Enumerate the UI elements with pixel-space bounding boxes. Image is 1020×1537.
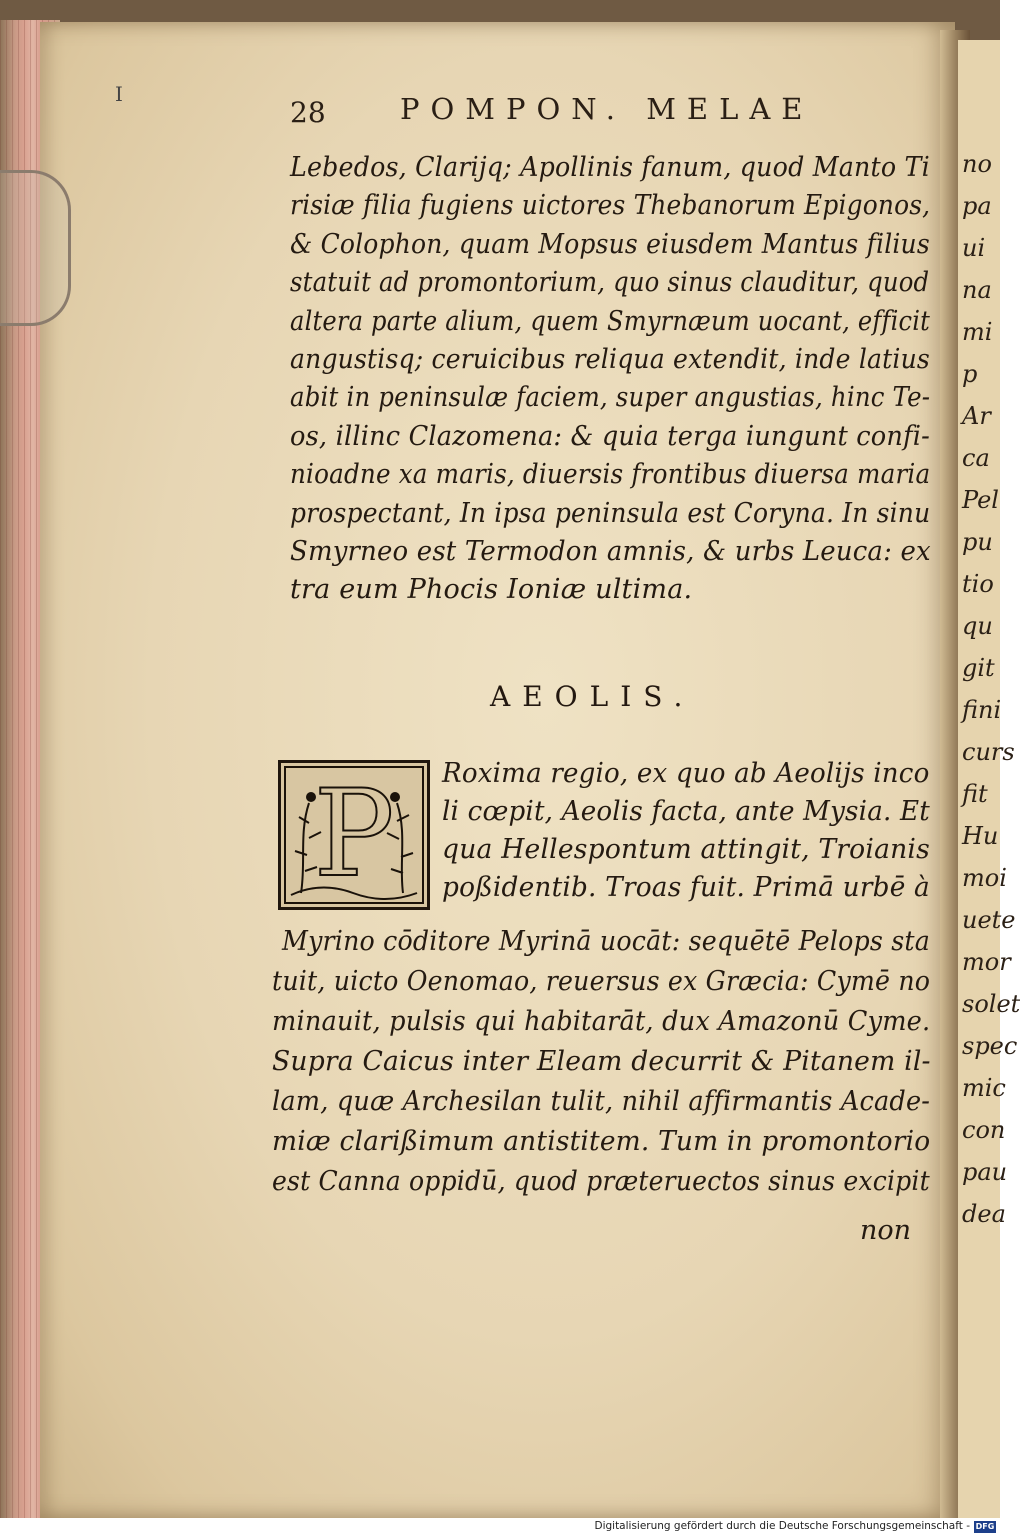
right-page-fragment-line: tio bbox=[962, 570, 994, 598]
text-line: Lebedos, Clarijq; Apollinis fanum, quod Manto Ti bbox=[290, 152, 930, 183]
right-page-fragment-line: qu bbox=[962, 612, 993, 640]
initial-letter: P bbox=[313, 765, 395, 904]
digitization-footer bbox=[0, 1518, 1000, 1537]
text-line: lam, quæ Archesilan tulit, nihil affirmantis Acade- bbox=[272, 1086, 931, 1117]
right-page-fragment-line: dea bbox=[962, 1200, 1006, 1228]
text-line: prospectant, In ipsa peninsula est Coryna. In sinu bbox=[290, 497, 931, 529]
text-line: Myrino cōditore Myrinā uocāt: sequētē Pelops sta bbox=[282, 926, 930, 957]
right-page-fragment-line: pa bbox=[962, 192, 992, 220]
indented-text-line: Roxima regio, ex quo ab Aeolijs inco bbox=[442, 758, 930, 789]
right-page-fragment-line: ca bbox=[962, 444, 990, 472]
right-page-fragment-line: curs bbox=[962, 738, 1015, 766]
text-line: est Canna oppidū, quod præteruectos sinus excipit bbox=[272, 1166, 930, 1197]
right-page-fragment-line: git bbox=[962, 654, 995, 682]
decorated-initial bbox=[278, 760, 430, 910]
indented-text-line: poßidentib. Troas fuit. Primā urbē à bbox=[442, 872, 930, 903]
catchword: non bbox=[860, 1215, 912, 1246]
right-page-fragment-line: con bbox=[962, 1116, 1006, 1144]
indented-text-line: li cœpit, Aeolis facta, ante Mysia. Et bbox=[442, 796, 930, 827]
right-page-fragment-line: no bbox=[962, 150, 992, 178]
right-page-fragment-line: mi bbox=[962, 318, 993, 346]
right-page-fragment-line: Hu bbox=[962, 822, 999, 850]
text-line: statuit ad promontorium, quo sinus clauditur, quod bbox=[290, 267, 930, 299]
text-line: Smyrneo est Termodon amnis, & urbs Leuca: ex bbox=[290, 536, 931, 567]
right-page-fragment-line: na bbox=[962, 276, 992, 304]
right-page-fragment-line: pu bbox=[962, 528, 993, 556]
right-page-fragment-line: solet bbox=[962, 990, 1020, 1018]
right-page-fragment-line: pau bbox=[962, 1158, 1008, 1186]
right-page-fragment-line: fit bbox=[962, 780, 988, 808]
right-page-fragment bbox=[958, 40, 1020, 1518]
indented-text-line: qua Hellespontum attingit, Troianis bbox=[442, 834, 930, 865]
running-head: POMPON. MELAE bbox=[400, 92, 814, 126]
text-line: Supra Caicus inter Eleam decurrit & Pitanem il- bbox=[272, 1046, 931, 1077]
right-page-fragment-line: mic bbox=[962, 1074, 1006, 1102]
section-heading: AEOLIS. bbox=[490, 680, 695, 713]
text-line: minauit, pulsis qui habitarāt, dux Amazonū Cyme. bbox=[272, 1006, 931, 1037]
right-page-fragment-line: uete bbox=[962, 906, 1016, 934]
page-clip bbox=[0, 170, 71, 326]
text-line: tuit, uicto Oenomao, reuersus ex Græcia: Cymē no bbox=[272, 966, 931, 997]
dfg-logo-icon: DFG bbox=[975, 1522, 995, 1531]
right-page-fragment-line: fini bbox=[962, 696, 1002, 724]
funding-credit: Digitalisierung gefördert durch die Deutsche Forschungsgemeinschaft - bbox=[594, 1520, 970, 1532]
margin-mark: I bbox=[115, 82, 123, 106]
right-page-fragment-line: spec bbox=[962, 1032, 1018, 1060]
text-line: abit in peninsulæ faciem, super angustias, hinc Te- bbox=[290, 382, 931, 414]
right-page-fragment-line: Ar bbox=[962, 402, 991, 430]
text-line: altera parte alium, quem Smyrnæum uocant, efficit bbox=[290, 305, 931, 337]
text-line: risiæ filia fugiens uictores Thebanorum Epigonos, bbox=[290, 190, 931, 222]
text-line: os, illinc Clazomena: & quia terga iungunt confi- bbox=[290, 420, 930, 452]
text-line: angustisq; ceruicibus reliqua extendit, inde latius bbox=[290, 344, 930, 375]
right-page-fragment-line: moi bbox=[962, 864, 1007, 892]
right-page-fragment-line: p bbox=[962, 360, 978, 388]
right-page-fragment-line: mor bbox=[962, 948, 1011, 976]
text-line: nioadne xa maris, diuersis frontibus diuersa maria bbox=[290, 459, 931, 491]
folio-number: 28 bbox=[290, 96, 326, 129]
right-page-fragment-line: ui bbox=[962, 234, 986, 262]
text-line: & Colophon, quam Mopsus eiusdem Mantus filius bbox=[290, 228, 930, 260]
right-page-fragment-line: Pel bbox=[962, 486, 999, 514]
text-line: miæ clarißimum antistitem. Tum in promontorio bbox=[272, 1126, 931, 1157]
text-line: tra eum Phocis Ioniæ ultima. bbox=[290, 574, 693, 606]
